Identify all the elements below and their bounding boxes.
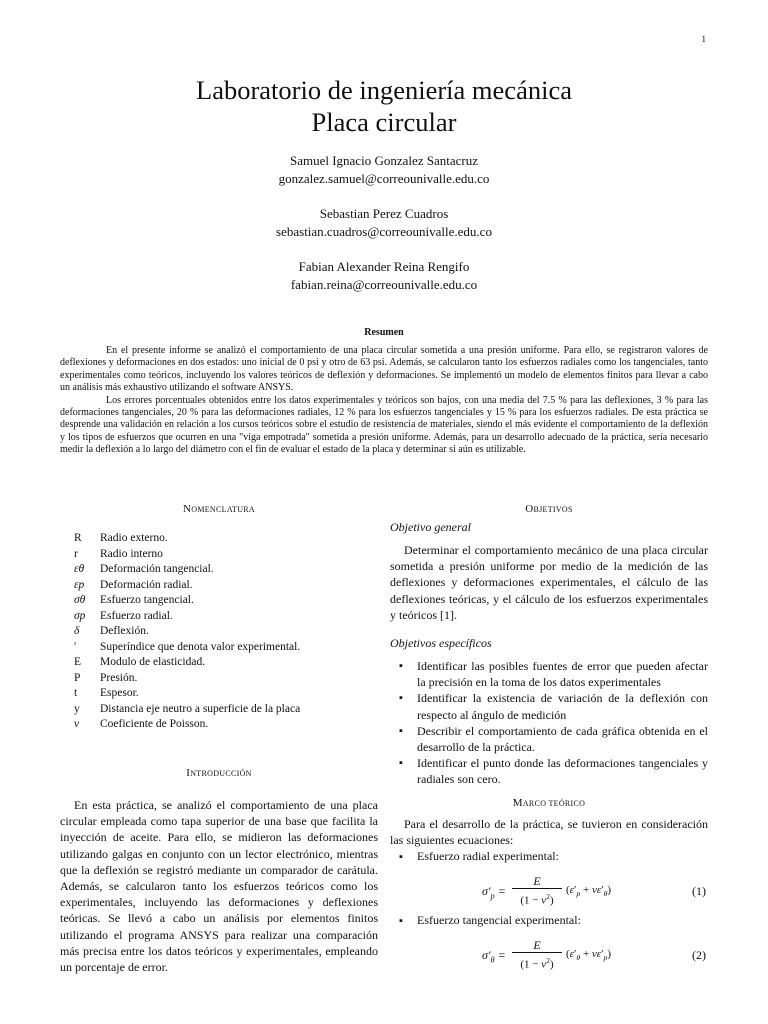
marco-intro: Para el desarrollo de la práctica, se tuvieron en consideración las siguientes ecuaciones: (390, 817, 708, 848)
nomenclature-item: δ Deflexión. (74, 625, 149, 637)
equation-2 (390, 938, 708, 974)
heading-rest: ARCO TEÓRICO (522, 799, 586, 808)
nomenclature-item: P Presión. (74, 671, 138, 684)
section-heading-introduccion (60, 767, 378, 779)
list-item: ▪ Identificar las posibles fuentes de error que pueden afectar la precisión en la toma de los datos experimentales (390, 658, 708, 690)
section-heading-marco-teorico (390, 797, 708, 809)
heading-rest: BJETIVOS (533, 505, 573, 514)
equation-rhs: $(\varepsilon'_\theta + \nu\varepsilon'_p)$ (566, 948, 612, 963)
author-email: gonzalez.samuel@correounivalle.edu.co (278, 171, 490, 186)
page-number: 1 (701, 34, 706, 44)
abstract-heading: Resumen (364, 327, 404, 338)
equation-rhs: $(\varepsilon'_p + \nu\varepsilon'_\theta)$ (566, 884, 612, 899)
nomenclature-list (74, 531, 300, 733)
heading-rest: NTRODUCCIÓN (190, 769, 252, 778)
equation-lhs: $\sigma'_p$ = (482, 884, 506, 901)
objetivo-general-heading: Objetivo general (390, 520, 471, 534)
nomenclature-item: ν Coeficiente de Poisson. (74, 718, 209, 730)
marco-bullet-2: ▪ Esfuerzo tangencial experimental: (399, 913, 581, 927)
list-item: ▪ Identificar el punto donde las deformaciones tangenciales y radiales son cero. (390, 755, 708, 787)
abstract-paragraph-2: Los errores porcentuales obtenidos entre los datos experimentales y teóricos son bajos, con una media del 7.5 % para las deflexiones, 3 % para las deformaciones tangenciales, 20 % para las deformaciones radiales, 12 % para los esfuerzos tangenciales y 15 % para los esfuerzos radiales. De esta práctica se desprende una validación en relación a los cursos teóricos sobre el estudio de resistencia de materiales, siendo el más evidente el comportamiento de la deflexión y los tipos de esfuerzos que ocurren en una "viga empotrada" sometida a presión uniforme. Además, para un desarrollo adecuado de la práctica, sería necesario medir la deflexión a lo largo del diámetro con el fin de evaluar el estado de la placa y determinar si aún es utilizable. (60, 394, 708, 456)
equation-fraction: $\frac{E}{(1 - \nu^2)}$ (512, 874, 562, 909)
nomenclature-item: σθ Esfuerzo tangencial. (74, 594, 194, 606)
abstract-paragraph-1: En el presente informe se analizó el comportamiento de una placa circular sometida a una presión uniforme. Para ello, se registraron valores de deflexiones y deformaciones en dos estados: uno inicial de 0 psi y otro de 63 psi. Además, se calcularon tanto los esfuerzos radiales como los tangenciales, tanto experimentales como teóricos, incluyendo los valores teóricos de deflexión y deformaciones. Se implementó un modelo de elementos finitos para llevar a cabo un análisis más exhaustivo utilizando el software ANSYS. (60, 345, 708, 394)
author-email: fabian.reina@correounivalle.edu.co (290, 277, 478, 292)
nomenclature-item: εθ Deformación tangencial. (74, 563, 214, 575)
nomenclature-item: y Distancia eje neutro a superficie de la placa (74, 702, 301, 715)
section-heading-objetivos (390, 503, 708, 515)
author-name: Samuel Ignacio Gonzalez Santacruz (289, 153, 479, 168)
author-block-2 (0, 205, 768, 241)
author-email: sebastian.cuadros@correounivalle.edu.co (276, 224, 492, 239)
title-line-2: Placa circular (311, 107, 457, 137)
marco-bullet-1: ▪ Esfuerzo radial experimental: (399, 849, 559, 863)
list-item: ▪ Identificar la existencia de variación de la deflexión con respecto al ángulo de medición (390, 690, 708, 722)
list-item: ▪ Describir el comportamiento de cada gráfica obtenida en el desarrollo de la práctica. (390, 723, 708, 755)
objetivo-general-text: Determinar el comportamiento mecánico de una placa circular sometida a presión uniforme por medio de la medición de las deflexiones y deformaciones experimentales, el cálculo de las deflexiones teóricas, y el cálculo de los esfuerzos experimentales y teóricos [1]. (390, 543, 708, 622)
abstract (60, 345, 708, 457)
objetivos-especificos-list (390, 658, 708, 788)
equation-fraction: $\frac{E}{(1 - \nu^2)}$ (512, 938, 562, 973)
title-line-1: Laboratorio de ingeniería mecánica (196, 75, 572, 105)
nomenclature-item: σp Esfuerzo radial. (74, 609, 173, 622)
objetivos-especificos-heading: Objetivos específicos (390, 636, 492, 650)
nomenclature-item: t Espesor. (74, 687, 139, 699)
equation-1 (390, 874, 708, 910)
nomenclature-item: E Modulo de elasticidad. (74, 656, 206, 668)
author-block-1 (0, 152, 768, 188)
equation-number: (1) (692, 884, 706, 898)
author-block-3 (0, 258, 768, 294)
heading-initial: N (183, 503, 192, 515)
heading-initial: M (512, 797, 523, 809)
equation-number: (2) (692, 948, 706, 962)
introduccion-text: En esta práctica, se analizó el comportamiento de una placa circular empleada como tapa superior de una base que facilita la inyección de aceite. Para ello, se midieron las deformaciones utilizando galgas en conjunto con un lector electrónico, mientras que la deflexión se registró mediante un comparador de carátula. Además, se calcularon tanto los esfuerzos teóricos como los experimentales, incluyendo las deformaciones y deflexiones teóricas. Se llevó a cabo un análisis por elementos finitos utilizando el programa ANSYS para realizar una comparación más precisa entre los datos teóricos y experimentales, empleando un porcentaje de error. (60, 798, 378, 975)
heading-initial: O (525, 503, 534, 515)
heading-initial: I (186, 767, 191, 779)
section-heading-nomenclatura (60, 503, 378, 515)
heading-rest: OMENCLATURA (191, 505, 255, 514)
nomenclature-item: εp Deformación radial. (74, 578, 193, 591)
equation-lhs: $\sigma'_\theta$ = (482, 948, 506, 965)
nomenclature-item: r Radio interno (74, 547, 163, 560)
author-name: Fabian Alexander Reina Rengifo (298, 259, 470, 274)
nomenclature-item: ′ Superíndice que denota valor experimental. (74, 640, 301, 653)
nomenclature-item: R Radio externo. (74, 532, 168, 544)
paper-title (0, 74, 768, 138)
author-name: Sebastian Perez Cuadros (319, 206, 449, 221)
